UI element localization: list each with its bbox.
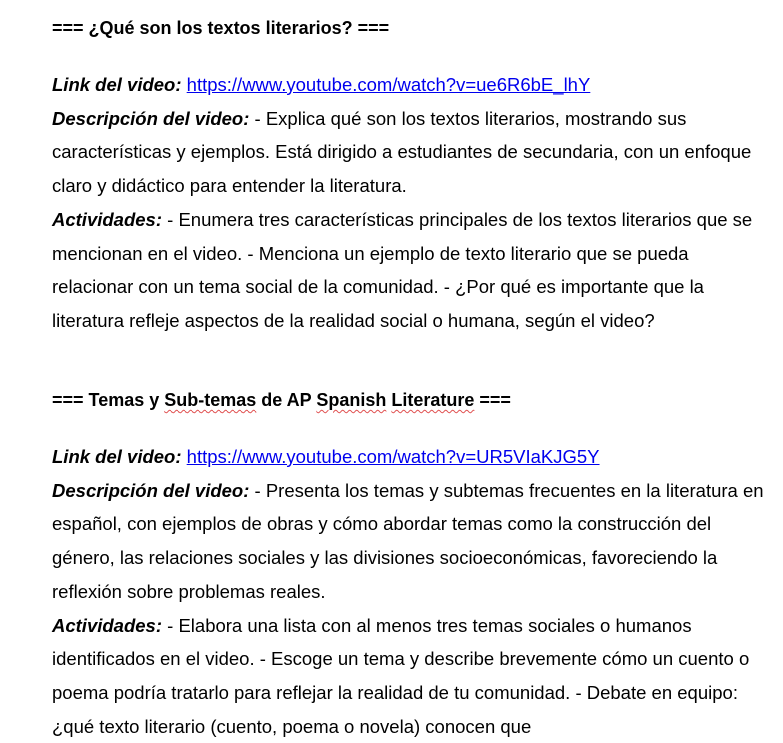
- video-description: [52, 102, 772, 203]
- link-label: Link del video:: [52, 446, 182, 467]
- video-description: [52, 474, 772, 609]
- spellcheck-word: Literature: [391, 390, 475, 410]
- activities-label: Actividades:: [52, 614, 163, 636]
- video-activities: [52, 203, 772, 338]
- heading-text: ===: [474, 390, 511, 410]
- spellcheck-word: Spanish: [316, 390, 387, 410]
- description-text: - Presenta los temas y subtemas frecuentes en la literatura en español, con ejemplos de obras y cómo abordar temas como la construcción del género, las relaciones sociales y las divisiones socioeconómicas, favoreciendo la reflexión sobre problemas reales.: [52, 479, 764, 602]
- section-body: [52, 68, 772, 338]
- section-textos-literarios: [52, 17, 772, 338]
- section-heading: [52, 389, 772, 411]
- heading-text: de AP: [256, 390, 317, 410]
- video-link-line: [52, 440, 772, 474]
- video-activities: [52, 609, 772, 743]
- description-text: - Explica qué son los textos literarios, mostrando sus características y ejemplos. Está dirigido a estudiantes de secundaria, con un enfoque claro y didáctico para entender la literatura.: [52, 107, 752, 197]
- video-link-line: [52, 68, 772, 102]
- description-label: Descripción del video:: [52, 479, 250, 501]
- section-body: [52, 440, 772, 743]
- section-heading: === ¿Qué son los textos literarios? ===: [52, 18, 390, 38]
- video-link[interactable]: https://www.youtube.com/watch?v=UR5VIaKJG5Y: [186, 446, 600, 467]
- section-temas-ap-spanish: [52, 389, 772, 743]
- activities-text: - Enumera tres características principales de los textos literarios que se mencionan en el video. - Menciona un ejemplo de texto literario que se pueda relacionar con un tema social de la comunidad. - ¿Por qué es importante que la literatura refleje aspectos de la realidad social o humana, según el video?: [52, 208, 753, 331]
- activities-label: Actividades:: [52, 208, 163, 230]
- link-label: Link del video:: [52, 74, 182, 95]
- video-link[interactable]: https://www.youtube.com/watch?v=ue6R6bE_lhY: [186, 74, 591, 95]
- heading-text: === Temas y: [52, 390, 165, 410]
- description-label: Descripción del video:: [52, 107, 250, 129]
- spellcheck-word: Sub-temas: [164, 390, 257, 410]
- activities-text: - Elabora una lista con al menos tres temas sociales o humanos identificados en el video. - Escoge un tema y describe brevemente cómo un cuento o poema podría tratarlo para reflejar la realidad de tu comunidad. - Debate en equipo: ¿qué texto literario (cuento, poema o novela) conocen que: [52, 614, 750, 737]
